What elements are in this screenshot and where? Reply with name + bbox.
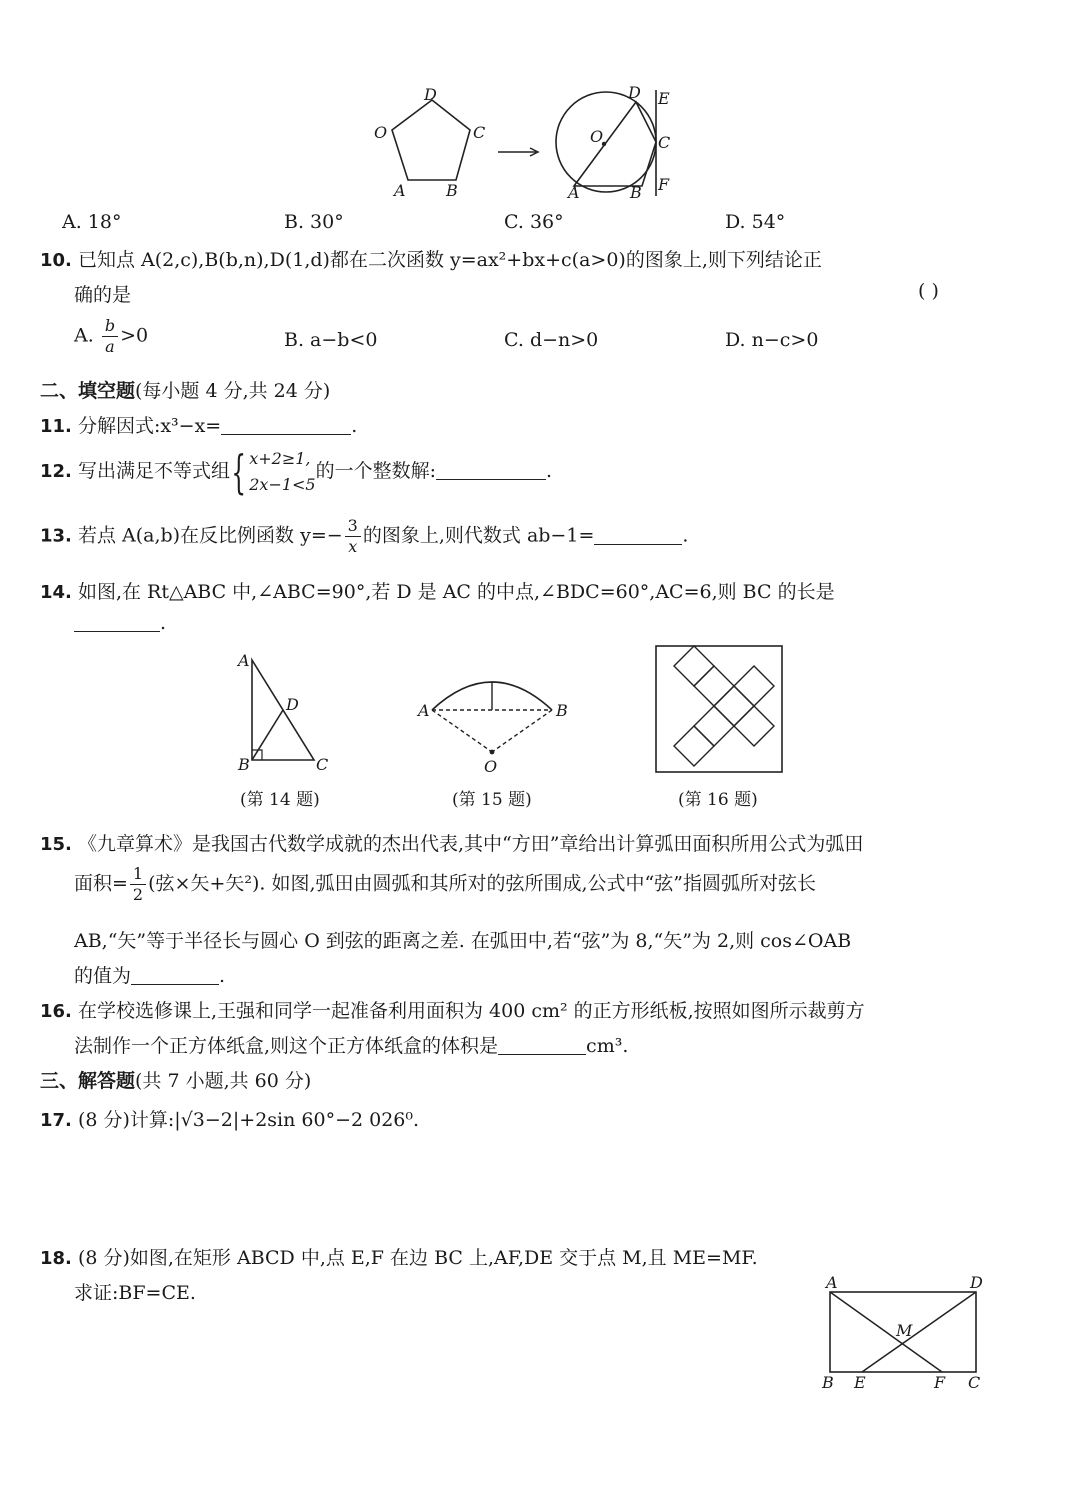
q16-number: 16. xyxy=(40,1001,72,1022)
fig18-label-A: A xyxy=(826,1273,838,1292)
q17-number: 17. xyxy=(40,1110,72,1131)
q12-inequality-2: 2x−1<5 xyxy=(249,475,316,494)
q16-line1 xyxy=(40,996,865,1023)
q16-text-2: 法制作一个正方体纸盒,则这个正方体纸盒的体积是 xyxy=(74,1035,499,1057)
q13-denominator: x xyxy=(348,537,358,556)
fig18-label-M: M xyxy=(896,1321,913,1340)
q14-number: 14. xyxy=(40,582,72,603)
fig18-label-D: D xyxy=(970,1273,983,1292)
section-2-title: 二、填空题 xyxy=(40,380,136,402)
q14-end: . xyxy=(160,612,167,634)
fig14-label-D: D xyxy=(286,695,299,714)
q13-number: 13. xyxy=(40,525,72,547)
q14-line1 xyxy=(40,577,835,604)
fig14-label-B: B xyxy=(238,755,250,774)
q17 xyxy=(40,1105,419,1132)
q12-number: 12. xyxy=(40,461,72,482)
q9-label-D: D xyxy=(424,85,437,104)
q17-text: (8 分)计算:|√3−2|+2sin 60°−2 026⁰. xyxy=(77,1109,420,1131)
q11-text: 分解因式:x³−x= xyxy=(77,415,222,437)
q9-pentagon xyxy=(392,100,470,180)
q13-answer-blank[interactable] xyxy=(594,526,682,545)
q15-line4 xyxy=(74,961,225,988)
caption-fig15: (第 15 题) xyxy=(452,790,532,810)
q9-label-B: B xyxy=(446,181,458,200)
fig16 xyxy=(654,644,786,774)
q15-number: 15. xyxy=(40,834,72,855)
q15-answer-blank[interactable] xyxy=(131,966,219,985)
q9-label-A: A xyxy=(394,181,406,200)
q9-label-E: E xyxy=(658,89,670,108)
fig15-label-A: A xyxy=(418,701,430,720)
fig18-label-F: F xyxy=(934,1373,946,1392)
fig15 xyxy=(414,668,584,778)
q15-end: . xyxy=(219,965,226,987)
q12-end: . xyxy=(546,460,553,482)
q16-answer-blank[interactable] xyxy=(498,1036,586,1055)
q10-option-a-denominator: a xyxy=(105,337,115,356)
q14-line2 xyxy=(74,612,166,634)
q11-end: . xyxy=(351,415,358,437)
q15-numerator: 1 xyxy=(130,866,146,885)
q9-label-D2: D xyxy=(628,83,641,102)
q16-unit: cm³. xyxy=(586,1035,629,1057)
q9-label-A2: A xyxy=(568,183,580,202)
section-3-note: (共 7 小题,共 60 分) xyxy=(135,1070,312,1092)
q10-option-a-fraction xyxy=(102,318,118,355)
q10-line1 xyxy=(40,245,822,272)
q10-option-b: B. a−b<0 xyxy=(284,329,378,351)
q11 xyxy=(40,411,357,438)
q16-line2 xyxy=(74,1031,628,1058)
q18-number: 18. xyxy=(40,1248,72,1269)
q9-label-F: F xyxy=(658,175,670,194)
q11-number: 11. xyxy=(40,416,72,437)
q15-line1 xyxy=(40,829,863,856)
q13-post: 的图象上,则代数式 ab−1= xyxy=(362,524,595,547)
q13-numerator: 3 xyxy=(345,518,361,537)
q18-text-1: (8 分)如图,在矩形 ABCD 中,点 E,F 在边 BC 上,AF,DE 交于点 M,且 ME=MF. xyxy=(77,1247,758,1269)
q12-pre: 写出满足不等式组 xyxy=(77,460,230,482)
q13-end: . xyxy=(682,524,689,547)
q9-label-O: O xyxy=(374,123,388,142)
q9-option-c: C. 36° xyxy=(504,211,564,233)
q15-fraction xyxy=(130,866,146,903)
q10-text-2: 确的是 xyxy=(74,284,132,306)
q15-text-3: AB,“矢”等于半径长与圆心 O 到弦的距离之差. 在弧田中,若“弦”为 8,“矢”为 2,则 cos∠OAB xyxy=(74,930,852,952)
q10-option-a-prefix: A. xyxy=(74,324,94,347)
q15-text-2-post: (弦×矢+矢²). 如图,弧田由圆弧和其所对的弦所围成,公式中“弦”指圆弧所对弦长 xyxy=(148,872,816,895)
q10-number: 10. xyxy=(40,250,72,271)
section-3-heading xyxy=(40,1066,311,1093)
q10-option-a-numerator: b xyxy=(102,318,118,337)
caption-fig16: (第 16 题) xyxy=(678,790,758,810)
q15-line2 xyxy=(74,866,816,903)
q12-inequality-1: x+2≥1, xyxy=(249,449,311,468)
q10-option-c: C. d−n>0 xyxy=(504,329,599,351)
q9-label-C2: C xyxy=(658,133,671,152)
q15-text-1: 《九章算术》是我国古代数学成就的杰出代表,其中“方田”章给出计算弧田面积所用公式为弧田 xyxy=(77,833,864,855)
q12-post: 的一个整数解: xyxy=(315,460,437,482)
q9-label-B2: B xyxy=(630,183,642,202)
q13-pre: 若点 A(a,b)在反比例函数 y=− xyxy=(77,524,343,547)
fig15-label-B: B xyxy=(556,701,568,720)
q11-answer-blank[interactable] xyxy=(221,416,351,435)
q9-option-b: B. 30° xyxy=(284,211,344,233)
q10-option-a xyxy=(74,318,148,355)
q10-text-1: 已知点 A(2,c),B(b,n),D(1,d)都在二次函数 y=ax²+bx+c(a>0)的图象上,则下列结论正 xyxy=(77,249,822,271)
q9-label-C: C xyxy=(473,123,486,142)
fig14-label-C: C xyxy=(316,755,329,774)
q10-answer-paren: ( ) xyxy=(918,280,939,302)
section-3-title: 三、解答题 xyxy=(40,1070,136,1092)
section-2-note: (每小题 4 分,共 24 分) xyxy=(135,380,331,402)
q14-text: 如图,在 Rt△ABC 中,∠ABC=90°,若 D 是 AC 的中点,∠BDC=60°,AC=6,则 BC 的长是 xyxy=(77,581,835,603)
section-2-heading xyxy=(40,376,330,403)
q9-label-O2: O xyxy=(590,127,604,146)
q12 xyxy=(40,446,552,498)
q18-text-2: 求证:BF=CE. xyxy=(74,1282,196,1304)
q12-answer-blank[interactable] xyxy=(436,461,546,480)
q14-answer-blank[interactable] xyxy=(74,613,160,632)
q10-option-a-suffix: >0 xyxy=(120,324,149,347)
q13 xyxy=(40,518,688,555)
q9-option-d: D. 54° xyxy=(725,211,786,233)
q10-option-d: D. n−c>0 xyxy=(725,329,819,351)
q9-inscribed xyxy=(574,102,656,186)
fig14-label-A: A xyxy=(238,651,250,670)
fig18-label-B: B xyxy=(822,1373,834,1392)
q9-figure xyxy=(360,82,690,202)
fig18-label-C: C xyxy=(968,1373,981,1392)
fig15-label-O: O xyxy=(484,757,498,776)
q18-line1 xyxy=(40,1243,758,1270)
q12-system: { x+2≥1, 2x−1<5 xyxy=(231,445,316,499)
caption-fig14: (第 14 题) xyxy=(240,790,320,810)
fig18 xyxy=(818,1272,998,1394)
q13-fraction xyxy=(345,518,361,555)
q15-text-2-pre: 面积= xyxy=(74,872,128,895)
fig18-label-E: E xyxy=(854,1373,866,1392)
q9-option-a: A. 18° xyxy=(62,211,122,233)
q15-text-4: 的值为 xyxy=(74,965,132,987)
q16-text-1: 在学校选修课上,王强和同学一起准备利用面积为 400 cm² 的正方形纸板,按照如图所示裁剪方 xyxy=(77,1000,865,1022)
fig14 xyxy=(232,648,342,778)
q15-denominator: 2 xyxy=(132,885,144,904)
